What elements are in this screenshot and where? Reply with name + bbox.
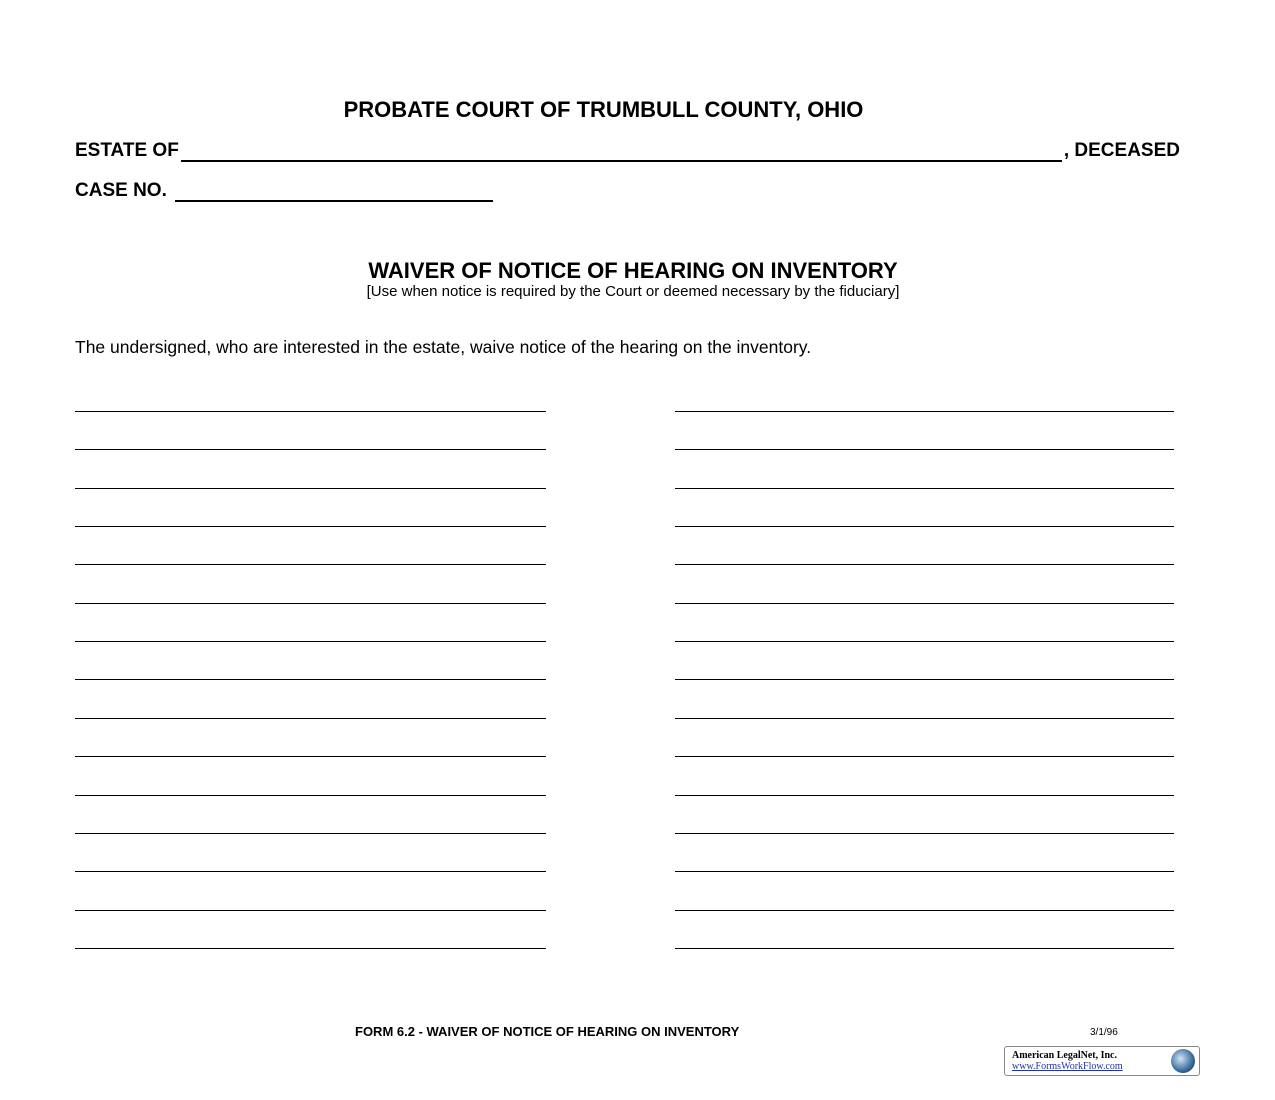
- signature-line-right[interactable]: [675, 526, 1174, 527]
- signature-line-left[interactable]: [75, 718, 546, 719]
- case-label: CASE NO.: [75, 180, 167, 201]
- signature-line-left[interactable]: [75, 948, 546, 949]
- case-number-field[interactable]: [175, 182, 493, 202]
- footer-form-label: FORM 6.2 - WAIVER OF NOTICE OF HEARING ON INVENTORY: [355, 1024, 740, 1039]
- signature-line-right[interactable]: [675, 756, 1174, 757]
- signature-line-right[interactable]: [675, 910, 1174, 911]
- form-title: WAIVER OF NOTICE OF HEARING ON INVENTORY: [368, 258, 898, 283]
- logo-link[interactable]: www.FormsWorkFlow.com: [1012, 1061, 1123, 1072]
- signature-line-left[interactable]: [75, 449, 546, 450]
- estate-name-field[interactable]: [181, 140, 1062, 162]
- signature-line-right[interactable]: [675, 449, 1174, 450]
- signature-line-right[interactable]: [675, 833, 1174, 834]
- signature-line-right[interactable]: [675, 603, 1174, 604]
- signature-line-right[interactable]: [675, 564, 1174, 565]
- publisher-logo[interactable]: [1004, 1046, 1200, 1076]
- signature-line-left[interactable]: [75, 411, 546, 412]
- signature-line-left[interactable]: [75, 795, 546, 796]
- globe-icon: [1171, 1049, 1195, 1073]
- signature-line-left[interactable]: [75, 833, 546, 834]
- signature-line-right[interactable]: [675, 641, 1174, 642]
- signature-line-left[interactable]: [75, 756, 546, 757]
- estate-of-row: [75, 140, 1180, 162]
- signature-line-left[interactable]: [75, 910, 546, 911]
- signature-line-right[interactable]: [675, 718, 1174, 719]
- signature-line-left[interactable]: [75, 679, 546, 680]
- signature-line-left[interactable]: [75, 488, 546, 489]
- revision-date: 3/1/96: [1090, 1027, 1118, 1038]
- signature-line-right[interactable]: [675, 488, 1174, 489]
- signature-line-right[interactable]: [675, 679, 1174, 680]
- signature-line-right[interactable]: [675, 795, 1174, 796]
- signature-line-left[interactable]: [75, 871, 546, 872]
- form-subtitle: [Use when notice is required by the Court or deemed necessary by the fiduciary]: [366, 283, 900, 300]
- logo-company: American LegalNet, Inc.: [1012, 1050, 1117, 1061]
- signature-line-left[interactable]: [75, 603, 546, 604]
- signature-line-left[interactable]: [75, 564, 546, 565]
- signature-line-right[interactable]: [675, 948, 1174, 949]
- signature-line-left[interactable]: [75, 641, 546, 642]
- waiver-statement: The undersigned, who are interested in the estate, waive notice of the hearing on the inventory.: [75, 337, 812, 357]
- deceased-label: , DECEASED: [1063, 140, 1180, 161]
- case-no-row: [75, 180, 493, 202]
- signature-line-right[interactable]: [675, 871, 1174, 872]
- court-title: PROBATE COURT OF TRUMBULL COUNTY, OHIO: [343, 97, 864, 122]
- estate-label: ESTATE OF: [75, 140, 179, 161]
- signature-line-right[interactable]: [675, 411, 1174, 412]
- signature-line-left[interactable]: [75, 526, 546, 527]
